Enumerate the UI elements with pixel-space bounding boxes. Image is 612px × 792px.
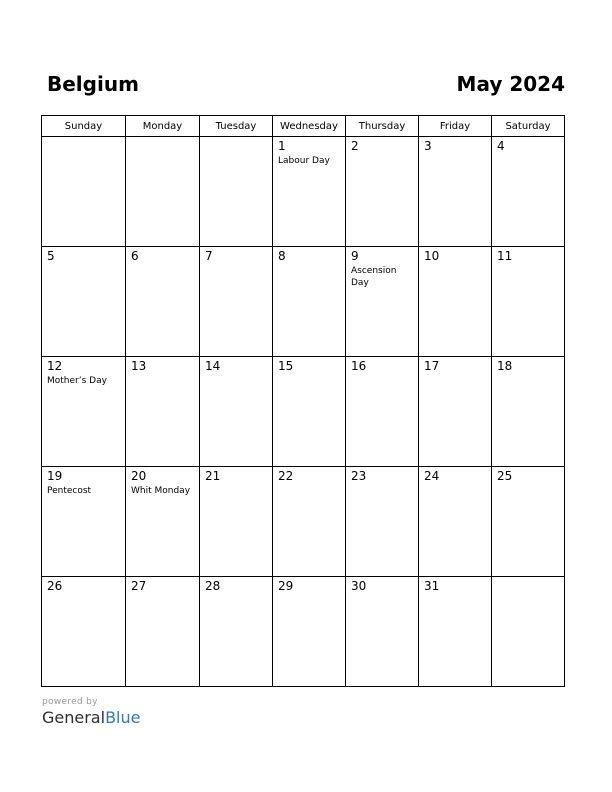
day-cell — [126, 357, 200, 467]
day-number: 5 — [47, 249, 55, 263]
day-cell — [346, 577, 419, 687]
day-number: 1 — [278, 139, 286, 153]
day-number: 21 — [205, 469, 221, 483]
day-number: 27 — [131, 579, 147, 593]
day-cell — [273, 137, 346, 247]
day-cell — [419, 247, 492, 357]
day-number: 11 — [497, 249, 513, 263]
day-number: 12 — [47, 359, 63, 373]
day-number: 15 — [278, 359, 294, 373]
day-cell — [419, 137, 492, 247]
day-number: 8 — [278, 249, 286, 263]
day-number: 28 — [205, 579, 221, 593]
day-cell — [42, 467, 126, 577]
weekday-header: Tuesday — [200, 116, 273, 137]
day-number: 9 — [351, 249, 359, 263]
day-cell — [42, 247, 126, 357]
holiday-label: Whit Monday — [131, 486, 191, 496]
day-cell — [492, 357, 565, 467]
day-cell — [273, 467, 346, 577]
day-number: 24 — [424, 469, 440, 483]
week-row — [42, 467, 565, 577]
day-cell — [492, 577, 565, 687]
day-cell — [126, 467, 200, 577]
day-cell — [42, 357, 126, 467]
day-cell — [273, 577, 346, 687]
day-number: 7 — [205, 249, 213, 263]
day-cell — [200, 137, 273, 247]
day-cell — [346, 357, 419, 467]
day-number: 3 — [424, 139, 432, 153]
weekday-header: Sunday — [42, 116, 126, 137]
day-number: 22 — [278, 469, 294, 483]
country-title: Belgium — [47, 72, 139, 96]
week-row — [42, 577, 565, 687]
holiday-label: Pentecost — [47, 486, 92, 496]
weekday-header: Wednesday — [273, 116, 346, 137]
brand-logo — [42, 708, 140, 727]
day-number: 6 — [131, 249, 139, 263]
week-row — [42, 247, 565, 357]
weekday-header: Friday — [419, 116, 492, 137]
day-cell — [42, 137, 126, 247]
day-number: 4 — [497, 139, 505, 153]
day-cell — [492, 467, 565, 577]
day-cell — [126, 577, 200, 687]
calendar-grid — [41, 115, 565, 687]
day-number: 20 — [131, 469, 147, 483]
week-row — [42, 357, 565, 467]
day-number: 14 — [205, 359, 221, 373]
day-number — [42, 137, 125, 140]
day-number: 26 — [47, 579, 63, 593]
day-cell — [419, 577, 492, 687]
holiday-label: Ascension Day — [351, 266, 397, 288]
day-number: 30 — [351, 579, 367, 593]
day-cell — [42, 577, 126, 687]
day-number — [200, 137, 272, 140]
day-cell — [200, 467, 273, 577]
day-cell — [346, 247, 419, 357]
day-cell — [126, 247, 200, 357]
day-cell — [419, 467, 492, 577]
day-number: 23 — [351, 469, 367, 483]
day-cell — [273, 357, 346, 467]
day-cell — [346, 467, 419, 577]
day-number: 17 — [424, 359, 440, 373]
day-number: 16 — [351, 359, 367, 373]
weekday-header: Thursday — [346, 116, 419, 137]
day-number: 13 — [131, 359, 147, 373]
day-cell — [200, 577, 273, 687]
weekday-header: Monday — [126, 116, 200, 137]
day-cell — [419, 357, 492, 467]
brand-general-text: General — [42, 708, 106, 727]
day-number: 25 — [497, 469, 513, 483]
day-number — [492, 577, 564, 580]
day-cell — [492, 247, 565, 357]
day-number: 29 — [278, 579, 294, 593]
brand-blue-text: Blue — [105, 708, 141, 727]
weekday-header-row — [42, 116, 565, 137]
day-number: 19 — [47, 469, 63, 483]
week-row — [42, 137, 565, 247]
weekday-header: Saturday — [492, 116, 565, 137]
holiday-label: Mother’s Day — [47, 376, 107, 386]
day-number: 31 — [424, 579, 440, 593]
day-number: 2 — [351, 139, 359, 153]
day-number: 10 — [424, 249, 440, 263]
day-cell — [200, 247, 273, 357]
day-cell — [492, 137, 565, 247]
day-cell — [126, 137, 200, 247]
holiday-label: Labour Day — [278, 156, 330, 166]
day-number: 18 — [497, 359, 513, 373]
day-cell — [346, 137, 419, 247]
month-year-title: May 2024 — [456, 72, 565, 96]
footer-branding — [42, 697, 140, 727]
day-number — [126, 137, 199, 140]
powered-by-text: powered by — [42, 697, 98, 707]
day-cell — [200, 357, 273, 467]
day-cell — [273, 247, 346, 357]
